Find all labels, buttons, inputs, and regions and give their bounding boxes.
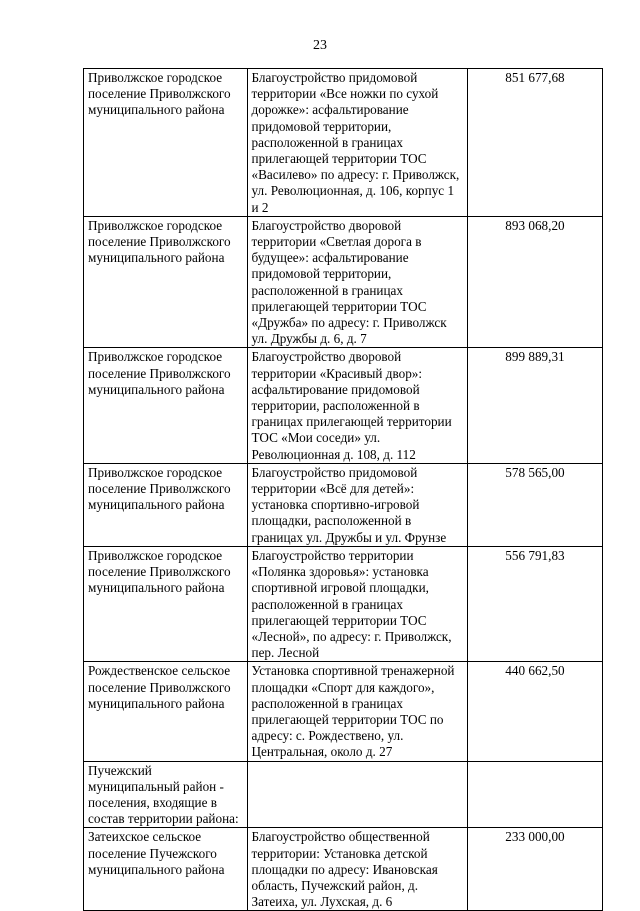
amount-cell: 556 791,83 <box>467 546 602 661</box>
project-description-cell: Благоустройство общественной территории: Установка детской площадки по адресу: Ивановская область, Пучежский район, д. Затеиха, ул. Лухская, д. 6 <box>247 828 467 911</box>
table-row <box>84 463 603 546</box>
page-number: 23 <box>313 38 327 53</box>
table-row <box>84 761 603 828</box>
table-row <box>84 546 603 661</box>
table-row <box>84 216 603 348</box>
amount-cell: 440 662,50 <box>467 662 602 761</box>
amount-cell: 851 677,68 <box>467 69 602 217</box>
municipality-cell: Приволжское городское поселение Приволжского муниципального района <box>84 69 248 217</box>
amount-cell <box>467 761 602 828</box>
subsidy-table <box>83 68 603 911</box>
amount-cell: 233 000,00 <box>467 828 602 911</box>
amount-cell: 893 068,20 <box>467 216 602 348</box>
municipality-cell: Приволжское городское поселение Приволжского муниципального района <box>84 546 248 661</box>
project-description-cell: Благоустройство придомовой территории «Всё для детей»: установка спортивно-игровой площадки, расположенной в границах ул. Дружбы и ул. Фрунзе <box>247 463 467 546</box>
amount-cell: 578 565,00 <box>467 463 602 546</box>
municipality-cell: Пучежский муниципальный район - поселения, входящие в состав территории района: <box>84 761 248 828</box>
municipality-cell: Рождественское сельское поселение Приволжского муниципального района <box>84 662 248 761</box>
project-description-cell: Благоустройство придомовой территории «Все ножки по сухой дорожке»: асфальтирование придомовой территории, расположенной в границах прилегающей территории ТОС «Василево» по адресу: г. Приволжск, ул. Революционная, д. 106, корпус 1 и 2 <box>247 69 467 217</box>
amount-cell: 899 889,31 <box>467 348 602 463</box>
project-description-cell: Благоустройство дворовой территории «Светлая дорога в будущее»: асфальтирование придомовой территории, расположенной в границах прилегающей территории ТОС «Дружба» по адресу: г. Приволжск ул. Дружбы д. 6, д. 7 <box>247 216 467 348</box>
table-row <box>84 348 603 463</box>
municipality-cell: Приволжское городское поселение Приволжского муниципального района <box>84 216 248 348</box>
municipality-cell: Затеихское сельское поселение Пучежского муниципального района <box>84 828 248 911</box>
table-row <box>84 69 603 217</box>
project-description-cell: Благоустройство территории «Полянка здоровья»: установка спортивной игровой площадки, расположенной в границах прилегающей территории ТОС «Лесной», по адресу: г. Приволжск, пер. Лесной <box>247 546 467 661</box>
project-description-cell <box>247 761 467 828</box>
municipality-cell: Приволжское городское поселение Приволжского муниципального района <box>84 348 248 463</box>
project-description-cell: Установка спортивной тренажерной площадки «Спорт для каждого», расположенной в границах прилегающей территории ТОС по адресу: с. Рождествено, ул. Центральная, около д. 27 <box>247 662 467 761</box>
municipality-cell: Приволжское городское поселение Приволжского муниципального района <box>84 463 248 546</box>
project-description-cell: Благоустройство дворовой территории «Красивый двор»: асфальтирование придомовой территории, расположенной в границах прилегающей территории ТОС «Мои соседи» ул. Революционная д. 108, д. 112 <box>247 348 467 463</box>
table-row <box>84 662 603 761</box>
table-row <box>84 828 603 911</box>
